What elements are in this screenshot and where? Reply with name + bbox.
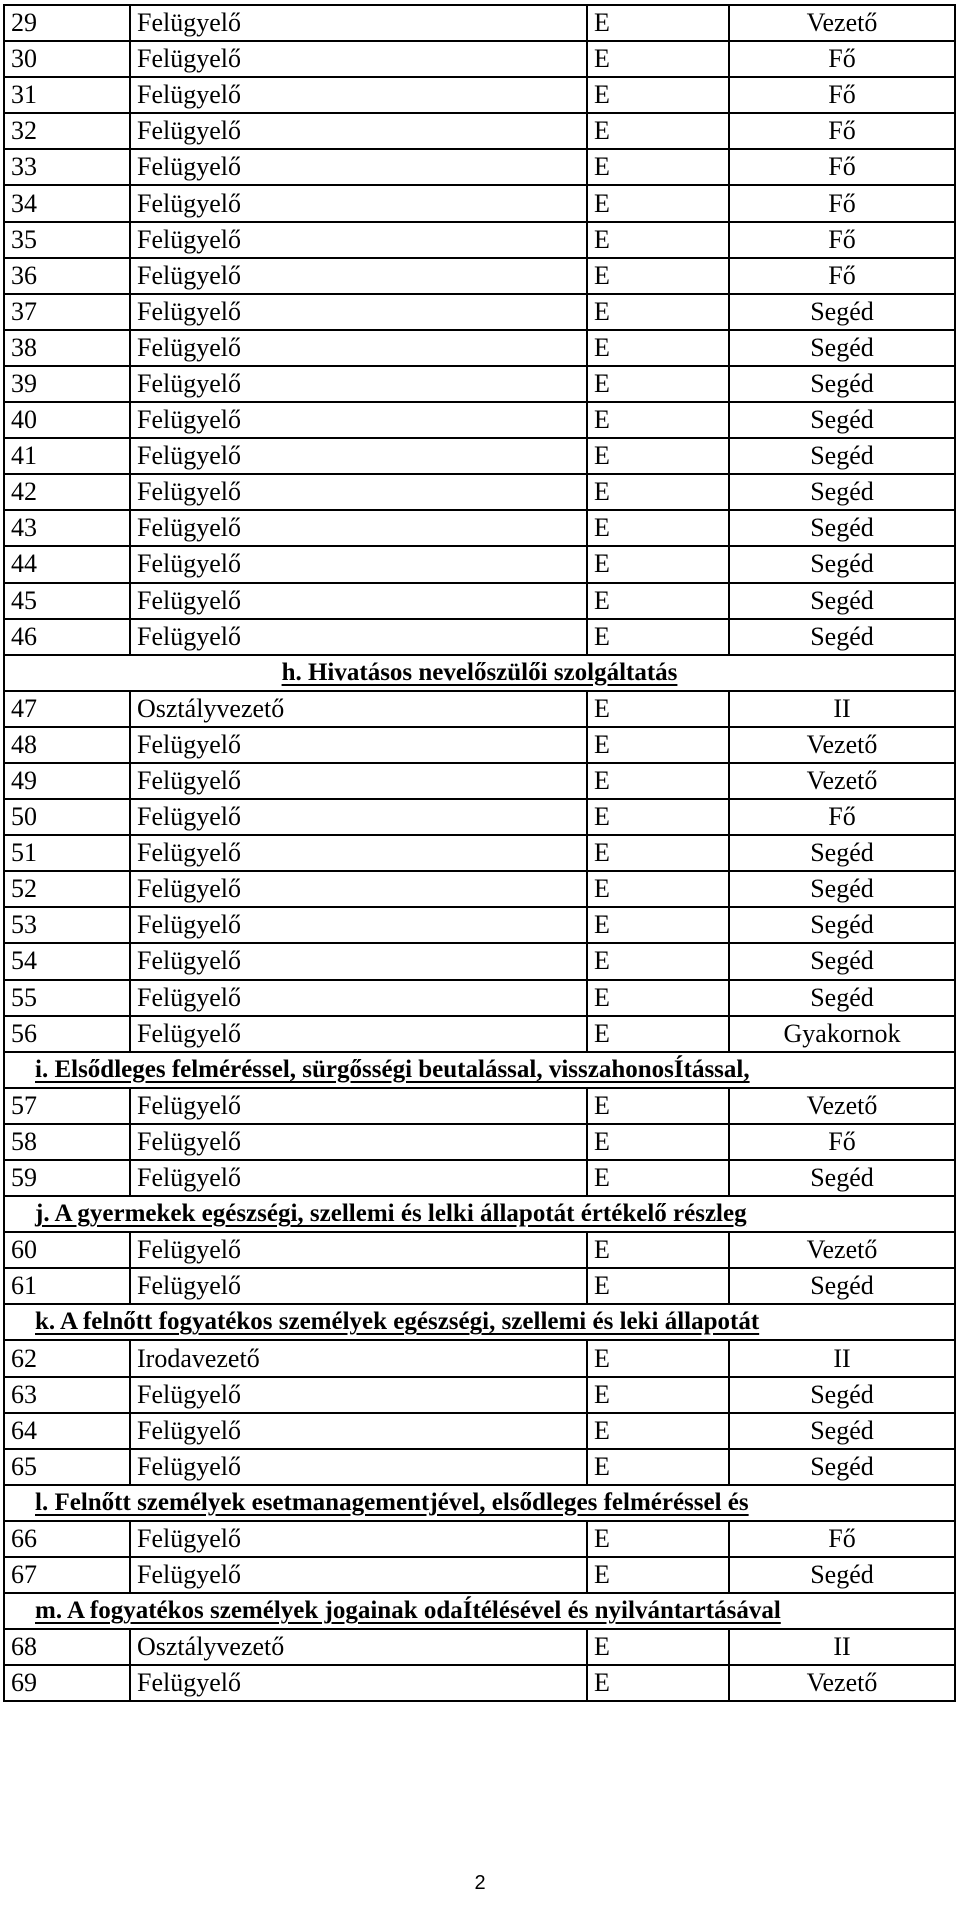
category-code: E	[587, 222, 729, 258]
position-grade: Fő	[729, 799, 955, 835]
table-row	[4, 438, 955, 474]
row-number: 46	[4, 619, 130, 655]
position-grade: Fő	[729, 41, 955, 77]
position-title: Felügyelő	[130, 1413, 587, 1449]
section-header-row	[4, 1485, 955, 1521]
table-row	[4, 835, 955, 871]
position-grade: Fő	[729, 1124, 955, 1160]
table-row	[4, 149, 955, 185]
position-title: Felügyelő	[130, 799, 587, 835]
position-title: Felügyelő	[130, 1665, 587, 1701]
position-grade: Segéd	[729, 546, 955, 582]
position-title: Felügyelő	[130, 402, 587, 438]
position-grade: Fő	[729, 113, 955, 149]
position-grade: Segéd	[729, 619, 955, 655]
category-code: E	[587, 41, 729, 77]
table-row	[4, 763, 955, 799]
table-row	[4, 1268, 955, 1304]
section-title: k. A felnőtt fogyatékos személyek egészségi, szellemi és leki állapotát	[4, 1304, 955, 1340]
table-body	[4, 5, 955, 1701]
category-code: E	[587, 619, 729, 655]
position-grade: Vezető	[729, 727, 955, 763]
position-grade: Vezető	[729, 1665, 955, 1701]
row-number: 58	[4, 1124, 130, 1160]
position-title: Felügyelő	[130, 113, 587, 149]
category-code: E	[587, 583, 729, 619]
position-grade: Fő	[729, 258, 955, 294]
category-code: E	[587, 943, 729, 979]
table-row	[4, 510, 955, 546]
position-title: Felügyelő	[130, 1268, 587, 1304]
position-grade: Segéd	[729, 1413, 955, 1449]
category-code: E	[587, 149, 729, 185]
category-code: E	[587, 5, 729, 41]
table-row	[4, 1016, 955, 1052]
position-grade: Vezető	[729, 763, 955, 799]
position-grade: Segéd	[729, 907, 955, 943]
category-code: E	[587, 510, 729, 546]
table-row	[4, 799, 955, 835]
row-number: 37	[4, 294, 130, 330]
position-title: Felügyelő	[130, 727, 587, 763]
section-title: j. A gyermekek egészségi, szellemi és lelki állapotát értékelő részleg	[4, 1196, 955, 1232]
row-number: 42	[4, 474, 130, 510]
position-title: Felügyelő	[130, 438, 587, 474]
category-code: E	[587, 294, 729, 330]
table-row	[4, 1665, 955, 1701]
category-code: E	[587, 871, 729, 907]
row-number: 35	[4, 222, 130, 258]
position-title: Felügyelő	[130, 1160, 587, 1196]
position-grade: Vezető	[729, 1088, 955, 1124]
category-code: E	[587, 402, 729, 438]
position-grade: Segéd	[729, 835, 955, 871]
table-row	[4, 474, 955, 510]
table-row	[4, 619, 955, 655]
row-number: 64	[4, 1413, 130, 1449]
position-grade: Segéd	[729, 1268, 955, 1304]
position-title: Felügyelő	[130, 510, 587, 546]
position-grade: Segéd	[729, 871, 955, 907]
row-number: 62	[4, 1340, 130, 1376]
position-grade: Segéd	[729, 1160, 955, 1196]
row-number: 56	[4, 1016, 130, 1052]
table-row	[4, 113, 955, 149]
position-title: Felügyelő	[130, 1449, 587, 1485]
row-number: 57	[4, 1088, 130, 1124]
category-code: E	[587, 1557, 729, 1593]
row-number: 61	[4, 1268, 130, 1304]
position-grade: Segéd	[729, 583, 955, 619]
category-code: E	[587, 980, 729, 1016]
position-grade: II	[729, 691, 955, 727]
position-title: Felügyelő	[130, 149, 587, 185]
table-row	[4, 1449, 955, 1485]
row-number: 41	[4, 438, 130, 474]
position-grade: Gyakornok	[729, 1016, 955, 1052]
row-number: 44	[4, 546, 130, 582]
position-title: Felügyelő	[130, 980, 587, 1016]
category-code: E	[587, 1268, 729, 1304]
table-row	[4, 943, 955, 979]
position-title: Felügyelő	[130, 1377, 587, 1413]
category-code: E	[587, 113, 729, 149]
table-row	[4, 980, 955, 1016]
row-number: 49	[4, 763, 130, 799]
category-code: E	[587, 77, 729, 113]
table-row	[4, 1124, 955, 1160]
position-grade: Segéd	[729, 510, 955, 546]
table-row	[4, 294, 955, 330]
category-code: E	[587, 691, 729, 727]
position-title: Felügyelő	[130, 258, 587, 294]
category-code: E	[587, 1449, 729, 1485]
position-title: Felügyelő	[130, 474, 587, 510]
category-code: E	[587, 1160, 729, 1196]
table-row	[4, 258, 955, 294]
position-title: Felügyelő	[130, 222, 587, 258]
position-title: Osztályvezető	[130, 691, 587, 727]
position-grade: Segéd	[729, 943, 955, 979]
position-title: Felügyelő	[130, 1088, 587, 1124]
position-title: Irodavezető	[130, 1340, 587, 1376]
category-code: E	[587, 330, 729, 366]
row-number: 47	[4, 691, 130, 727]
position-title: Felügyelő	[130, 330, 587, 366]
row-number: 66	[4, 1521, 130, 1557]
table-row	[4, 1088, 955, 1124]
position-grade: Segéd	[729, 330, 955, 366]
category-code: E	[587, 474, 729, 510]
section-header-row	[4, 655, 955, 691]
position-title: Felügyelő	[130, 619, 587, 655]
category-code: E	[587, 366, 729, 402]
category-code: E	[587, 799, 729, 835]
section-header-row	[4, 1196, 955, 1232]
position-title: Felügyelő	[130, 185, 587, 221]
section-title: i. Elsődleges felméréssel, sürgősségi beutalással, visszahonosÍtással,	[4, 1052, 955, 1088]
table-row	[4, 1377, 955, 1413]
position-grade: Segéd	[729, 366, 955, 402]
position-title: Felügyelő	[130, 763, 587, 799]
row-number: 55	[4, 980, 130, 1016]
category-code: E	[587, 1413, 729, 1449]
row-number: 31	[4, 77, 130, 113]
row-number: 34	[4, 185, 130, 221]
position-grade: Vezető	[729, 1232, 955, 1268]
page-number: 2	[474, 1872, 486, 1894]
category-code: E	[587, 1340, 729, 1376]
category-code: E	[587, 185, 729, 221]
table-row	[4, 1557, 955, 1593]
row-number: 36	[4, 258, 130, 294]
position-title: Felügyelő	[130, 294, 587, 330]
position-grade: Segéd	[729, 1557, 955, 1593]
position-grade: Fő	[729, 1521, 955, 1557]
position-title: Felügyelő	[130, 943, 587, 979]
row-number: 67	[4, 1557, 130, 1593]
position-grade: Segéd	[729, 294, 955, 330]
position-grade: Fő	[729, 77, 955, 113]
category-code: E	[587, 1377, 729, 1413]
row-number: 29	[4, 5, 130, 41]
position-title: Felügyelő	[130, 1124, 587, 1160]
position-grade: Segéd	[729, 474, 955, 510]
position-grade: Segéd	[729, 402, 955, 438]
table-row	[4, 366, 955, 402]
category-code: E	[587, 438, 729, 474]
table-row	[4, 1340, 955, 1376]
section-title: h. Hivatásos nevelőszülői szolgáltatás	[4, 655, 955, 691]
position-title: Felügyelő	[130, 907, 587, 943]
position-grade: Fő	[729, 149, 955, 185]
row-number: 43	[4, 510, 130, 546]
position-grade: Segéd	[729, 1449, 955, 1485]
category-code: E	[587, 907, 729, 943]
position-title: Felügyelő	[130, 5, 587, 41]
table-row	[4, 185, 955, 221]
row-number: 69	[4, 1665, 130, 1701]
position-grade: II	[729, 1629, 955, 1665]
position-title: Felügyelő	[130, 1521, 587, 1557]
table-row	[4, 77, 955, 113]
table-row	[4, 691, 955, 727]
row-number: 33	[4, 149, 130, 185]
table-row	[4, 41, 955, 77]
position-grade: Segéd	[729, 1377, 955, 1413]
table-row	[4, 546, 955, 582]
table-row	[4, 1232, 955, 1268]
position-title: Felügyelő	[130, 77, 587, 113]
section-title: l. Felnőtt személyek esetmanagementjével, elsődleges felméréssel és	[4, 1485, 955, 1521]
category-code: E	[587, 1232, 729, 1268]
category-code: E	[587, 1016, 729, 1052]
row-number: 50	[4, 799, 130, 835]
row-number: 65	[4, 1449, 130, 1485]
row-number: 59	[4, 1160, 130, 1196]
row-number: 54	[4, 943, 130, 979]
table-row	[4, 1160, 955, 1196]
table-row	[4, 871, 955, 907]
position-title: Felügyelő	[130, 1557, 587, 1593]
position-title: Felügyelő	[130, 1016, 587, 1052]
position-title: Felügyelő	[130, 1232, 587, 1268]
table-row	[4, 1521, 955, 1557]
row-number: 52	[4, 871, 130, 907]
table-row	[4, 330, 955, 366]
row-number: 48	[4, 727, 130, 763]
row-number: 63	[4, 1377, 130, 1413]
category-code: E	[587, 835, 729, 871]
row-number: 45	[4, 583, 130, 619]
section-title: m. A fogyatékos személyek jogainak odaÍtélésével és nyilvántartásával	[4, 1593, 955, 1629]
category-code: E	[587, 1088, 729, 1124]
position-grade: Segéd	[729, 438, 955, 474]
position-title: Felügyelő	[130, 366, 587, 402]
position-title: Osztályvezető	[130, 1629, 587, 1665]
row-number: 39	[4, 366, 130, 402]
position-grade: Fő	[729, 222, 955, 258]
row-number: 40	[4, 402, 130, 438]
position-title: Felügyelő	[130, 835, 587, 871]
row-number: 51	[4, 835, 130, 871]
position-title: Felügyelő	[130, 546, 587, 582]
table-row	[4, 1413, 955, 1449]
position-grade: Segéd	[729, 980, 955, 1016]
table-row	[4, 5, 955, 41]
table-row	[4, 727, 955, 763]
category-code: E	[587, 258, 729, 294]
category-code: E	[587, 1665, 729, 1701]
category-code: E	[587, 727, 729, 763]
position-grade: Fő	[729, 185, 955, 221]
table-row	[4, 222, 955, 258]
category-code: E	[587, 1521, 729, 1557]
table-row	[4, 907, 955, 943]
position-title: Felügyelő	[130, 871, 587, 907]
position-grade: Vezető	[729, 5, 955, 41]
section-header-row	[4, 1304, 955, 1340]
position-title: Felügyelő	[130, 583, 587, 619]
row-number: 68	[4, 1629, 130, 1665]
category-code: E	[587, 1124, 729, 1160]
section-header-row	[4, 1593, 955, 1629]
position-grade: II	[729, 1340, 955, 1376]
category-code: E	[587, 763, 729, 799]
category-code: E	[587, 546, 729, 582]
table-row	[4, 402, 955, 438]
staff-position-table	[3, 4, 956, 1702]
category-code: E	[587, 1629, 729, 1665]
table-row	[4, 583, 955, 619]
row-number: 60	[4, 1232, 130, 1268]
table-row	[4, 1629, 955, 1665]
position-title: Felügyelő	[130, 41, 587, 77]
row-number: 30	[4, 41, 130, 77]
row-number: 38	[4, 330, 130, 366]
row-number: 53	[4, 907, 130, 943]
row-number: 32	[4, 113, 130, 149]
section-header-row	[4, 1052, 955, 1088]
